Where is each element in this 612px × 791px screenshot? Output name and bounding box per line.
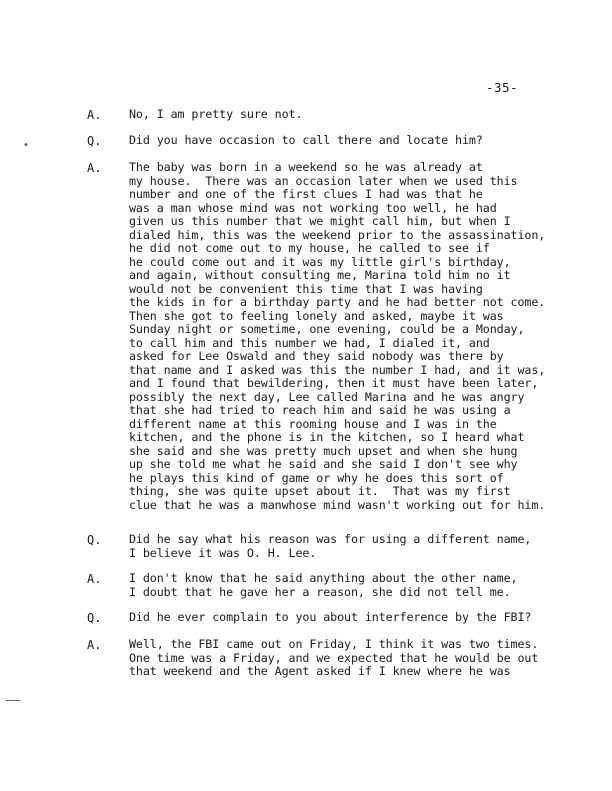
text-line: clue that he was a manwhose mind wasn't working out for him. bbox=[129, 497, 546, 512]
testimony-text bbox=[129, 572, 569, 599]
text-line: Did you have occasion to call there and locate him? bbox=[129, 133, 483, 147]
speaker-label: A. bbox=[87, 572, 102, 586]
text-line: The baby was born in a weekend so he was already at bbox=[129, 160, 483, 174]
speaker-label: Q. bbox=[87, 533, 102, 547]
text-line: I don't know that he said anything about the other name, bbox=[129, 571, 518, 585]
text-line: Did he ever complain to you about interference by the FBI? bbox=[129, 610, 532, 624]
text-line: that weekend and the Agent asked if I knew where he was bbox=[129, 664, 511, 678]
text-line: possibly the next day, Lee called Marina and he was angry bbox=[129, 389, 525, 404]
text-line: and I found that bewildering, then it must have been later, bbox=[129, 376, 539, 390]
text-line: Sunday night or sometime, one evening, could be a Monday, bbox=[129, 322, 525, 336]
testimony-text bbox=[129, 611, 569, 625]
text-line: thing, she was quite upset about it. That was my first bbox=[129, 484, 511, 498]
testimony-text bbox=[129, 161, 569, 512]
testimony-text bbox=[129, 134, 569, 148]
text-line: that name and I asked was this the number I had, and it was, bbox=[129, 362, 546, 377]
text-line: One time was a Friday, and we expected that he would be out bbox=[129, 650, 539, 665]
text-line: he plays this kind of game or why he does this sort of bbox=[129, 470, 504, 485]
text-line: I believe it was O. H. Lee. bbox=[129, 545, 317, 560]
text-line: Did he say what his reason was for using a different name, bbox=[129, 532, 532, 546]
speaker-label: Q. bbox=[87, 134, 102, 148]
text-line: my house. There was an occasion later when we used this bbox=[129, 173, 518, 188]
page-number: -35- bbox=[486, 80, 519, 95]
text-line: Well, the FBI came out on Friday, I think it was two times. bbox=[129, 637, 539, 651]
margin-stroke bbox=[6, 700, 20, 701]
speaker-label: A. bbox=[87, 108, 102, 122]
text-line: different name at this rooming house and I was in the bbox=[129, 416, 497, 431]
text-line: dialed him, this was the weekend prior to the assassination, bbox=[129, 227, 546, 242]
text-line: given us this number that we might call him, but when I bbox=[129, 214, 511, 228]
text-line: up she told me what he said and she said I don't see why bbox=[129, 457, 518, 471]
speaker-label: A. bbox=[87, 161, 102, 175]
text-line: he did not come out to my house, he called to see if bbox=[129, 241, 490, 255]
text-line: the kids in for a birthday party and he had better not come. bbox=[129, 295, 546, 309]
text-line: she said and she was pretty much upset and when she hung bbox=[129, 443, 518, 458]
text-line: No, I am pretty sure not. bbox=[129, 107, 303, 121]
text-line: he could come out and it was my little girl's birthday, bbox=[129, 254, 511, 269]
text-line: kitchen, and the phone is in the kitchen, so I heard what bbox=[129, 430, 525, 444]
testimony-text bbox=[129, 533, 569, 560]
testimony-text bbox=[129, 108, 569, 122]
margin-mark: • bbox=[23, 140, 30, 151]
text-line: Then she got to feeling lonely and asked, maybe it was bbox=[129, 308, 504, 323]
text-line: would not be convenient this time that I was having bbox=[129, 281, 483, 296]
text-line: to call him and this number we had, I dialed it, and bbox=[129, 335, 490, 350]
text-line: number and one of the first clues I had was that he bbox=[129, 187, 483, 201]
text-line: I doubt that he gave her a reason, she did not tell me. bbox=[129, 584, 511, 599]
text-line: that she had tried to reach him and said he was using a bbox=[129, 403, 511, 417]
speaker-label: Q. bbox=[87, 611, 102, 625]
text-line: asked for Lee Oswald and they said nobody was there by bbox=[129, 349, 504, 363]
testimony-text bbox=[129, 638, 569, 679]
text-line: was a man whose mind was not working too well, he had bbox=[129, 200, 497, 215]
text-line: and again, without consulting me, Marina told him no it bbox=[129, 268, 511, 282]
speaker-label: A. bbox=[87, 638, 102, 652]
